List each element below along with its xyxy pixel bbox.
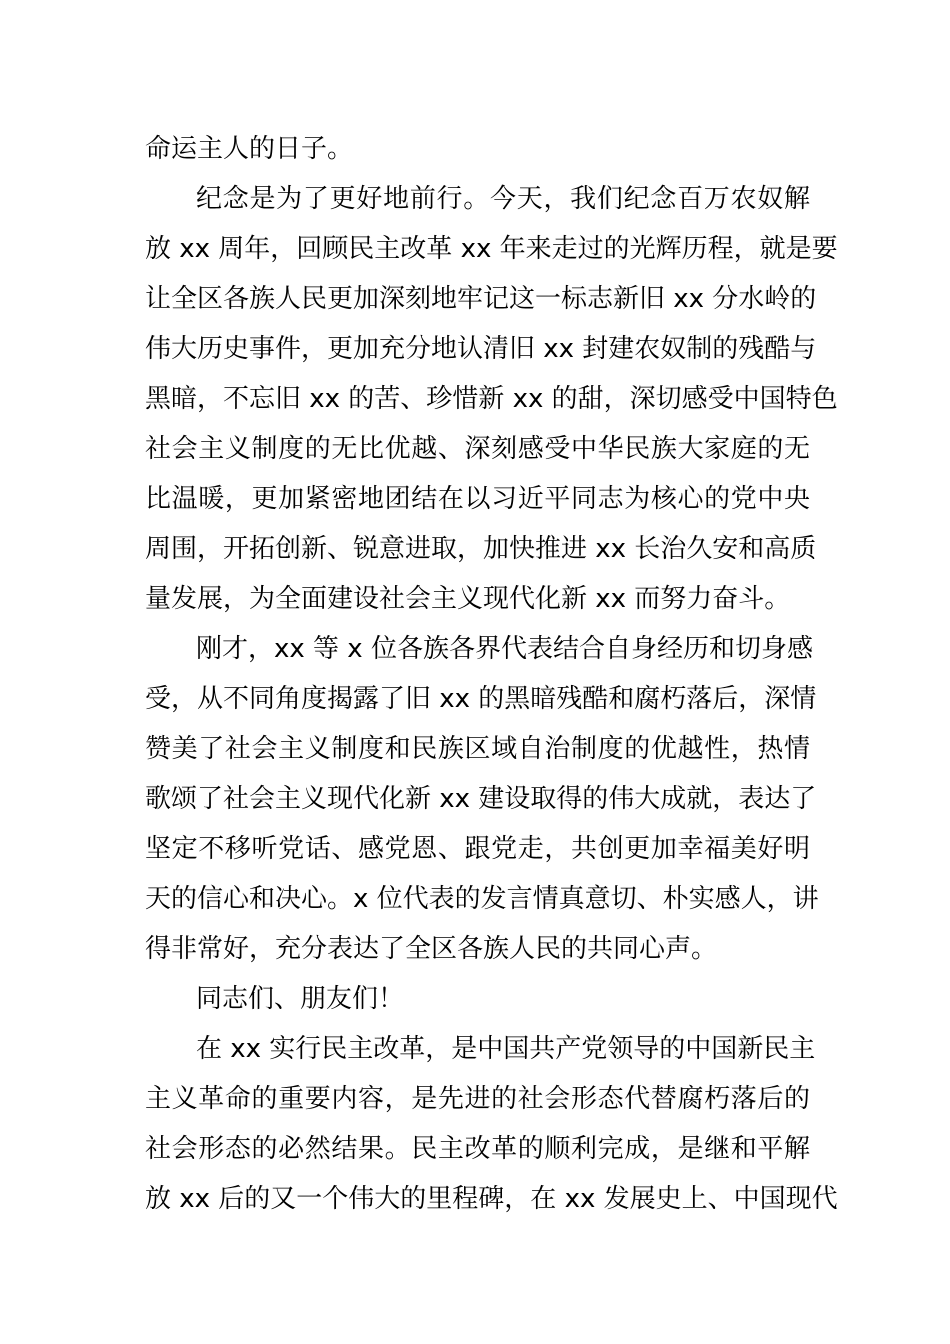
text-line: 量发展，为全面建设社会主义现代化新 xx 而努力奋斗。 (145, 584, 791, 614)
text-line: 赞美了社会主义制度和民族区域自治制度的优越性，热情 (145, 734, 810, 764)
document-body (145, 124, 838, 1224)
text-line: 纪念是为了更好地前行。今天，我们纪念百万农奴解 (196, 184, 810, 214)
text-line: 受，从不同角度揭露了旧 xx 的黑暗残酷和腐朽落后，深情 (145, 684, 817, 714)
text-line: 歌颂了社会主义现代化新 xx 建设取得的伟大成就，表达了 (145, 784, 817, 814)
text-line: 让全区各族人民更加深刻地牢记这一标志新旧 xx 分水岭的 (145, 284, 817, 314)
text-line: 坚定不移听党话、感党恩、跟党走，共创更加幸福美好明 (145, 834, 810, 864)
text-line: 在 xx 实行民主改革，是中国共产党领导的中国新民主 (196, 1034, 816, 1064)
text-line: 社会主义制度的无比优越、深刻感受中华民族大家庭的无 (145, 434, 810, 464)
text-line: 伟大历史事件，更加充分地认清旧 xx 封建农奴制的残酷与 (145, 334, 817, 364)
text-line: 天的信心和决心。x 位代表的发言情真意切、朴实感人，讲 (145, 884, 819, 914)
text-line: 放 xx 周年，回顾民主改革 xx 年来走过的光辉历程，就是要 (145, 234, 838, 264)
text-line: 命运主人的日子。 (145, 134, 354, 164)
text-line: 比温暖，更加紧密地团结在以习近平同志为核心的党中央 (145, 484, 810, 514)
text-line: 黑暗，不忘旧 xx 的苦、珍惜新 xx 的甜，深切感受中国特色 (145, 384, 838, 414)
text-line: 主义革命的重要内容，是先进的社会形态代替腐朽落后的 (145, 1084, 810, 1114)
text-line: 刚才，xx 等 x 位各族各界代表结合自身经历和切身感 (196, 634, 813, 664)
text-line: 周围，开拓创新、锐意进取，加快推进 xx 长治久安和高质 (145, 534, 817, 564)
text-line: 放 xx 后的又一个伟大的里程碑，在 xx 发展史上、中国现代 (145, 1184, 838, 1214)
text-line: 同志们、朋友们！ (196, 984, 405, 1014)
text-line: 社会形态的必然结果。民主改革的顺利完成，是继和平解 (145, 1134, 810, 1164)
text-line: 得非常好，充分表达了全区各族人民的共同心声。 (145, 934, 718, 964)
